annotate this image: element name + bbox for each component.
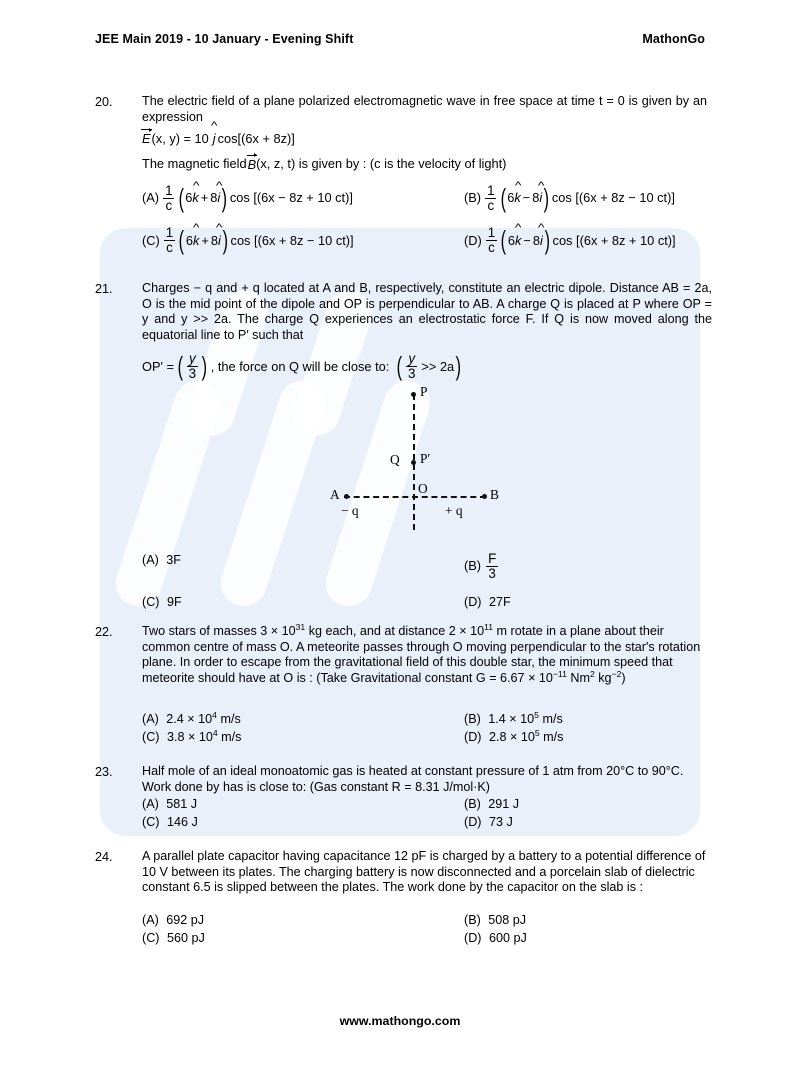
question-number: 20. xyxy=(95,95,113,109)
option-value: 27F xyxy=(488,595,511,610)
option-D[interactable] xyxy=(464,814,717,830)
dipole-diagram xyxy=(330,384,500,533)
question-22-options xyxy=(142,710,717,745)
option-fraction: $\frac{1}{c}$ xyxy=(165,225,174,256)
label-B: B xyxy=(490,487,499,502)
option-label: (D) xyxy=(464,730,482,744)
question-20-options xyxy=(142,183,717,255)
option-C[interactable] xyxy=(142,226,464,254)
option-value: $3.8 \times 10^4$ m/s xyxy=(166,727,242,744)
page-header xyxy=(95,32,705,46)
option-cos: cos [(6x + 8z − 10 ct)] xyxy=(551,190,675,206)
option-value: 146 J xyxy=(166,815,198,829)
question-21-options xyxy=(142,551,717,610)
option-C[interactable] xyxy=(142,930,464,946)
dipole-axis-line xyxy=(344,496,486,498)
inequality-fraction: $\frac{y}{3}$ xyxy=(407,351,416,381)
question-body: Half mole of an ideal monoatomic gas is heated at constant pressure of 1 atm from 20°C to 90°C. Work done by has is close to: (Gas constant R = 8.31 J/mol·K) xyxy=(142,764,684,794)
option-value: 9F xyxy=(166,595,182,610)
label-minus-q: − q xyxy=(341,503,359,518)
option-D[interactable] xyxy=(464,729,717,745)
question-number: 23. xyxy=(95,765,113,779)
question-21 xyxy=(95,281,715,343)
option-value: 581 J xyxy=(166,797,198,811)
label-plus-q: + q xyxy=(445,503,463,518)
vector-B: B xyxy=(247,156,257,172)
option-A[interactable] xyxy=(142,552,464,580)
option-A[interactable] xyxy=(142,912,464,928)
option-B[interactable] xyxy=(464,184,717,212)
point-Pprime-dot xyxy=(411,460,416,465)
option-label: (D) xyxy=(464,232,482,248)
brand-logo-text: MathonGo xyxy=(642,32,705,46)
option-inner-vector: ( 6 k ^ − 8 i ^ ) xyxy=(499,230,551,251)
option-label: (C) xyxy=(142,595,160,610)
option-A[interactable] xyxy=(142,796,464,812)
label-A: A xyxy=(330,487,340,502)
exam-title: JEE Main 2019 - 10 January - Evening Shift xyxy=(95,32,354,46)
option-value: $2.8 \times 10^5$ m/s xyxy=(488,727,564,744)
option-D[interactable] xyxy=(464,930,717,946)
option-value: 3F xyxy=(166,553,181,567)
page-footer xyxy=(0,1014,800,1028)
option-C[interactable] xyxy=(142,814,464,830)
formula-electric-field xyxy=(142,130,707,147)
question-23-options xyxy=(142,795,717,830)
option-label: (A) xyxy=(142,913,159,927)
question-20 xyxy=(95,94,715,172)
option-label: (D) xyxy=(464,595,482,610)
option-label: (B) xyxy=(464,913,481,927)
label-P: P xyxy=(420,384,428,399)
question-body xyxy=(142,94,707,172)
option-label: (A) xyxy=(142,190,160,206)
option-A[interactable] xyxy=(142,711,464,727)
question-number: 21. xyxy=(95,282,113,296)
option-D[interactable] xyxy=(464,226,717,254)
question-body xyxy=(142,621,712,686)
option-cos: cos [(6x − 8z + 10 ct)] xyxy=(229,190,353,206)
option-label: (D) xyxy=(464,815,482,829)
question-24 xyxy=(95,849,715,896)
option-value: 692 pJ xyxy=(166,913,205,927)
footer-url[interactable]: www.mathongo.com xyxy=(339,1014,461,1028)
option-value: 508 pJ xyxy=(488,913,527,927)
option-label: (B) xyxy=(464,190,482,206)
option-value: $2.4 \times 10^4$ m/s xyxy=(166,709,241,726)
question-23 xyxy=(95,764,715,795)
option-A[interactable] xyxy=(142,184,464,212)
option-label: (C) xyxy=(142,931,160,945)
vector-E: E xyxy=(142,131,151,147)
option-value: 291 J xyxy=(488,797,520,811)
option-label: (B) xyxy=(464,712,481,726)
question-number: 24. xyxy=(95,850,113,864)
option-label: (A) xyxy=(142,797,159,811)
option-label: (A) xyxy=(142,553,159,567)
option-inner-vector: ( 6 k ^ + 8 i ^ ) xyxy=(177,188,229,209)
condition-inequality-group: ( $\frac{y}{3}$ >> 2a ) xyxy=(396,350,462,381)
option-fraction: $\frac{1}{c}$ xyxy=(487,183,495,213)
formula-cos-term: cos[(6x + 8z)] xyxy=(217,130,295,146)
option-cos: cos [(6x + 8z + 10 ct)] xyxy=(552,232,676,248)
option-label: (C) xyxy=(142,232,160,248)
option-label: (C) xyxy=(142,730,160,744)
point-A-dot xyxy=(344,494,349,499)
inequality-rest: >> 2a xyxy=(421,358,455,374)
option-value: 560 pJ xyxy=(166,931,205,945)
unit-vector-j: j ^ xyxy=(213,131,216,147)
option-value: $1.4 \times 10^5$ m/s xyxy=(488,709,563,726)
option-fraction: $\frac{1}{c}$ xyxy=(165,183,173,213)
question-body: A parallel plate capacitor having capacitance 12 pF is charged by a battery to a potential difference of 10 V between its plates. The charging battery is now disconnected and a porcelain slab of dielectric constant 6.5 is slipped between the plates. The work done by the capacitor on the slab is : xyxy=(142,849,706,895)
label-O: O xyxy=(418,481,428,496)
sentence-pre: The magnetic field xyxy=(142,156,247,172)
option-B[interactable] xyxy=(464,711,717,727)
option-inner-vector: ( 6 k ^ − 8 i ^ ) xyxy=(499,188,551,209)
option-C[interactable] xyxy=(142,594,464,610)
option-value: 600 pJ xyxy=(488,931,527,945)
question-21-condition xyxy=(142,352,463,380)
label-Q: Q xyxy=(390,452,400,467)
magnetic-field-sentence xyxy=(142,156,707,173)
question-body: Charges − q and + q located at A and B, respectively, constitute an electric dipole. Distance AB = 2a, O is the mid point of the dipole and OP is perpendicular to AB. A charge Q is placed at P where OP = y and y >> 2a. The charge Q experiences an electrostatic force F. If Q is now moved along the equatorial line to P′ such that xyxy=(142,281,712,342)
question-24-options xyxy=(142,911,717,946)
option-inner-vector: ( 6 k ^ + 8 i ^ ) xyxy=(177,230,229,251)
condition-mid: , the force on Q will be close to: xyxy=(210,358,390,374)
point-B-dot xyxy=(482,494,487,499)
option-value: 73 J xyxy=(488,815,513,829)
condition-fraction-group: ( $\frac{y}{3}$ ) xyxy=(177,350,208,381)
option-label: (B) xyxy=(464,558,482,574)
option-D[interactable] xyxy=(464,594,717,610)
point-P-dot xyxy=(411,392,416,397)
option-B[interactable] xyxy=(464,552,717,580)
option-label: (D) xyxy=(464,931,482,945)
option-label: (C) xyxy=(142,815,160,829)
option-cos: cos [(6x + 8z − 10 ct)] xyxy=(230,232,354,248)
option-fraction: $\frac{F}{3}$ xyxy=(488,551,497,581)
option-fraction: $\frac{1}{c}$ xyxy=(487,225,496,256)
question-text: The electric field of a plane polarized electromagnetic wave in free space at time t = 0 is given by an expression xyxy=(142,94,707,124)
option-label: (B) xyxy=(464,797,481,811)
option-B[interactable] xyxy=(464,912,717,928)
question-22 xyxy=(95,621,715,686)
option-B[interactable] xyxy=(464,796,717,812)
label-P-prime: P' xyxy=(420,451,430,466)
option-C[interactable] xyxy=(142,729,464,745)
formula-args: (x, y) = 10 xyxy=(151,130,209,146)
q22-text: Two stars of masses $3 \times 10^{31}$ kg each, and at distance $2 \times 10^{11}$ m rotate in a plane about their common centre of mass O. A meteorite passes through O moving perpendicular to the star's rotation plane. In order to escape from the gravitational field of this double star, the minimum speed that meteorite should have at O is : (Take Gravitational constant $G = 6.67 \times 10^{-11}$ Nm$^2$ $kg^{-2}$) xyxy=(142,621,701,685)
option-label: (A) xyxy=(142,712,159,726)
condition-lead: OP' = xyxy=(142,358,174,374)
sentence-post: (x, z, t) is given by : (c is the velocity of light) xyxy=(256,156,507,172)
question-number: 22. xyxy=(95,625,113,639)
condition-fraction: $\frac{y}{3}$ xyxy=(188,351,197,381)
